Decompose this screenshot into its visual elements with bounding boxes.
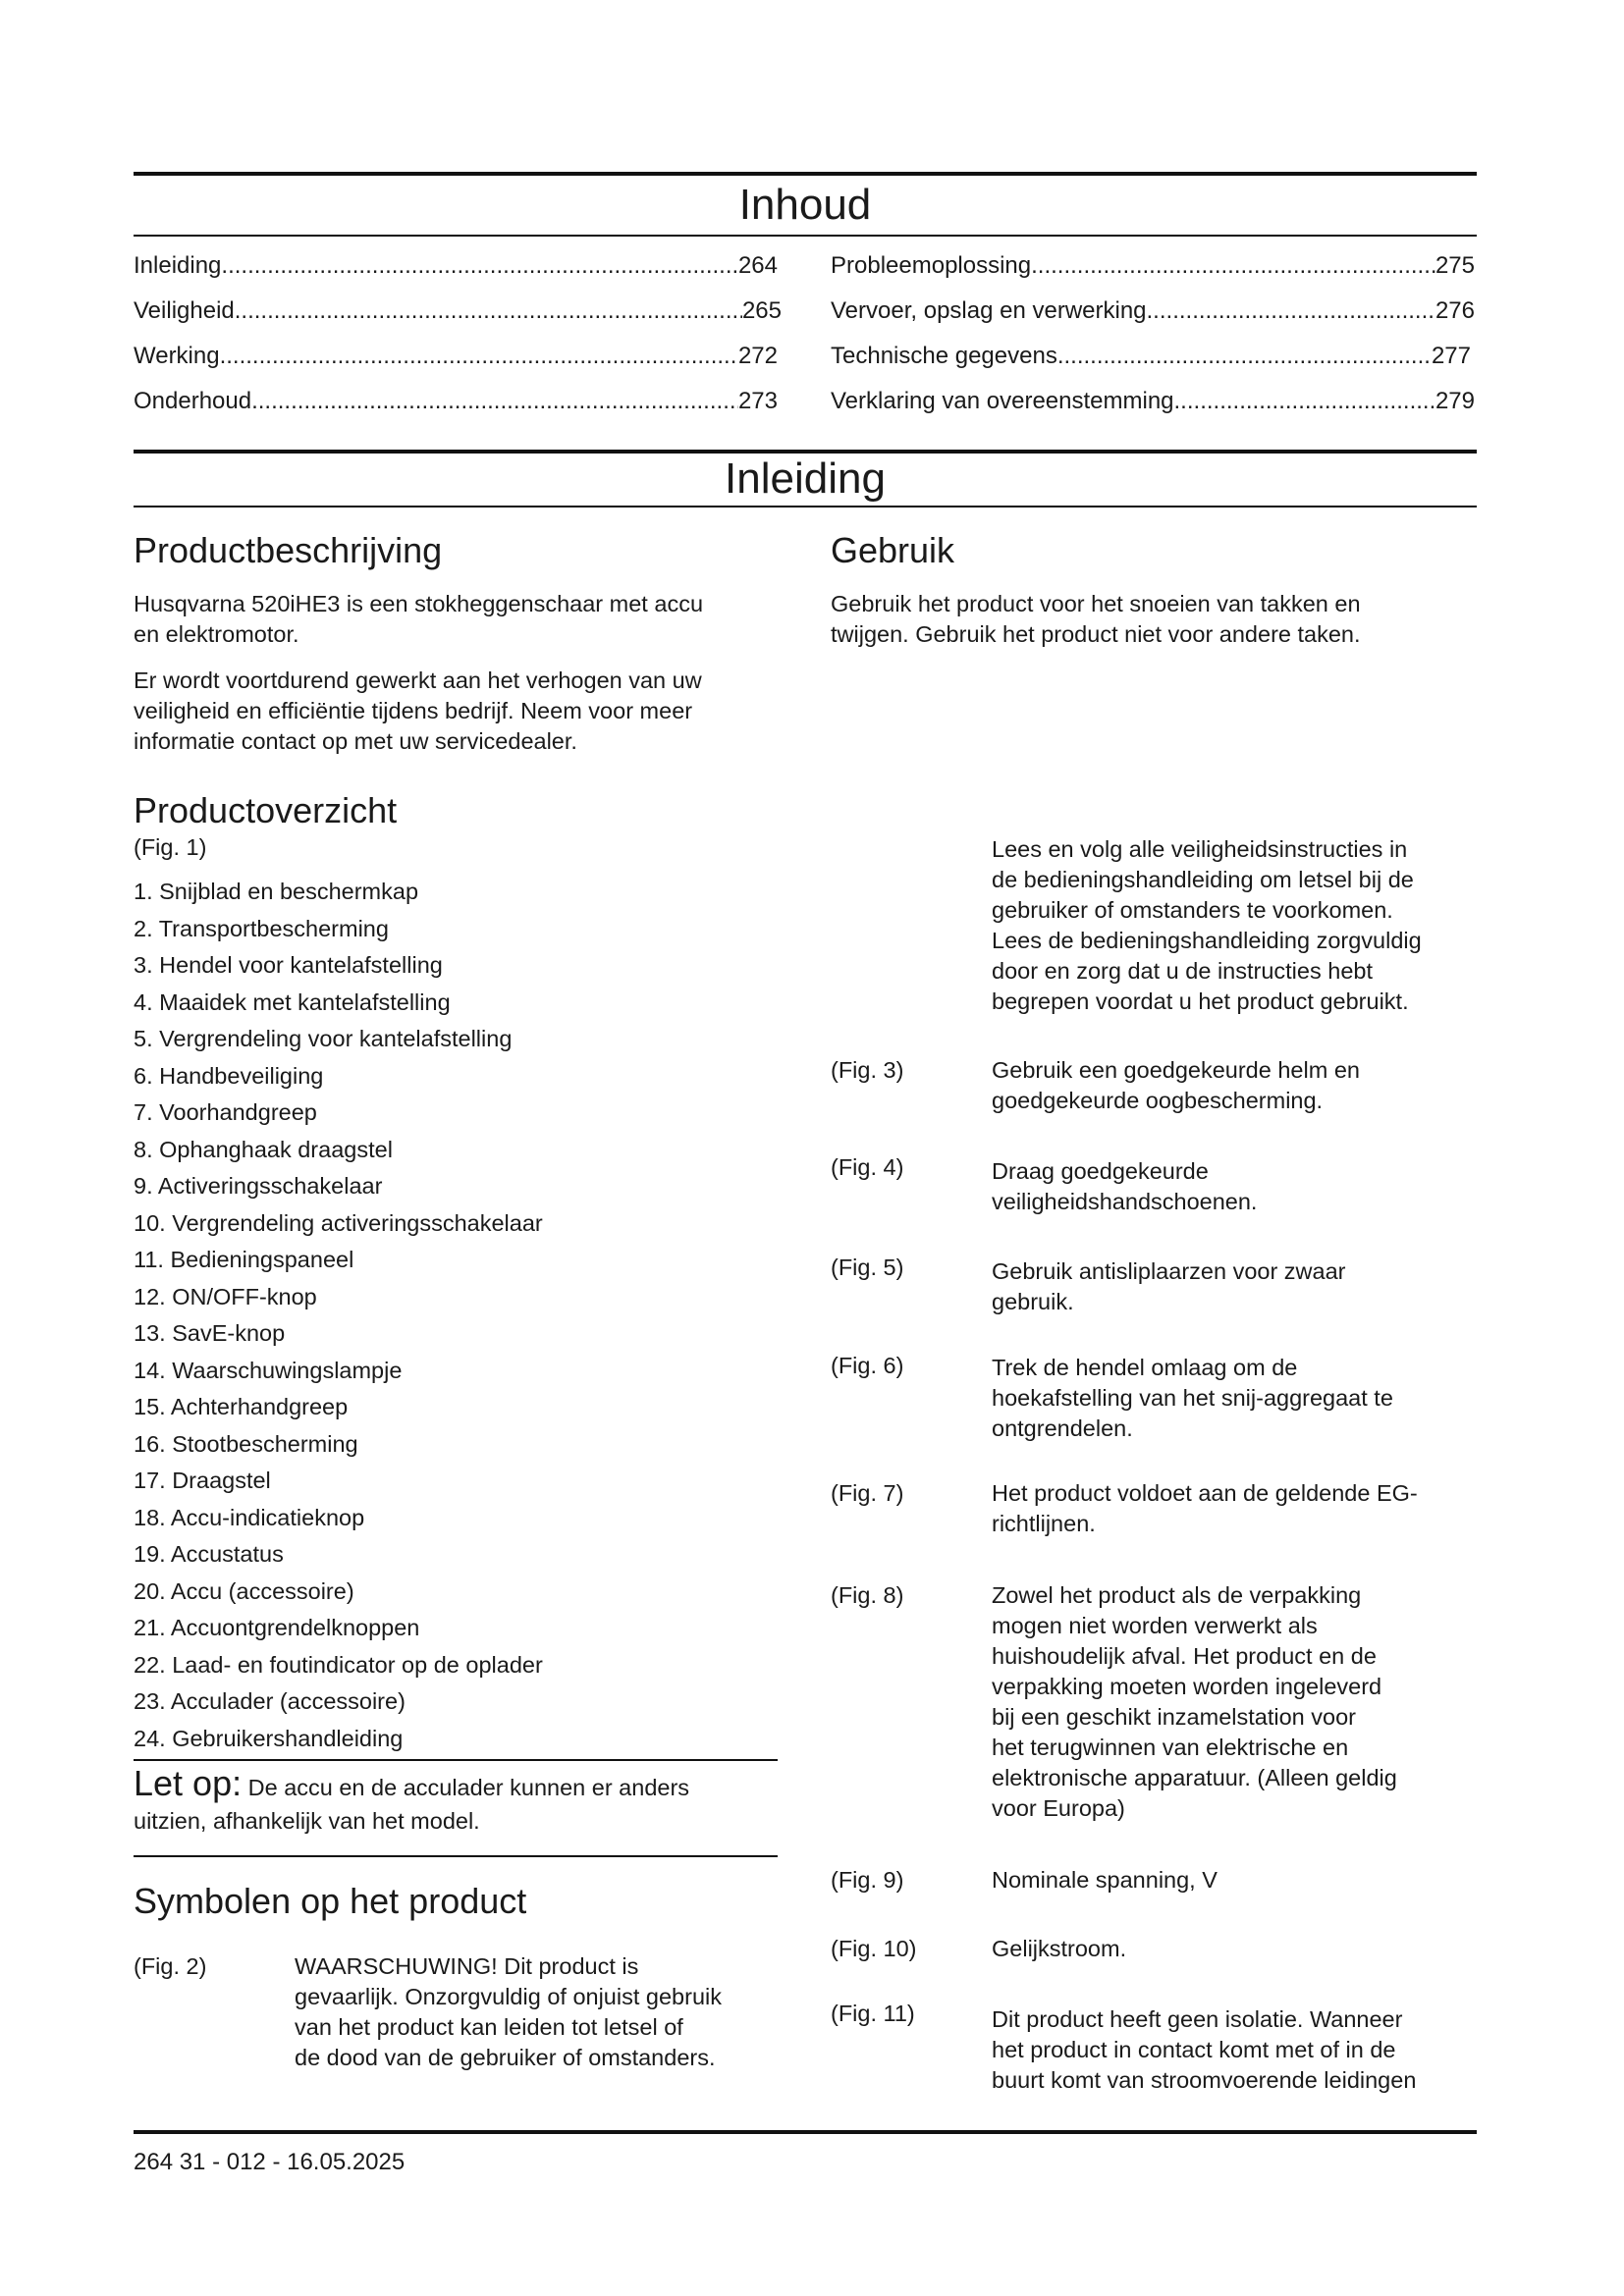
symbol-fig2 — [134, 1951, 782, 2079]
list-item: 18. Accu-indicatieknop — [134, 1504, 365, 1530]
toc-entry-probleemoplossing[interactable] — [831, 251, 1475, 281]
text-line: begrepen voordat u het product gebruikt. — [992, 988, 1409, 1014]
toc-entry-werking[interactable] — [134, 342, 778, 371]
list-item: 21. Accuontgrendelknoppen — [134, 1615, 420, 1640]
text-line: veiligheid en efficiëntie tijdens bedrijf. Neem voor meer — [134, 698, 693, 723]
note-text — [134, 1763, 778, 1838]
symbol-fig-label: (Fig. 6) — [831, 1353, 904, 1378]
toc-entry-technische-gegevens[interactable] — [831, 342, 1471, 371]
list-item: 1. Snijblad en beschermkap — [134, 879, 419, 904]
list-item: 7. Voorhandgreep — [134, 1099, 317, 1125]
toc-top-rule — [134, 172, 1477, 176]
symbol-description — [992, 2004, 1483, 2096]
symbol-fig4 — [831, 1152, 1479, 1221]
list-item: 16. Stootbescherming — [134, 1430, 358, 1457]
toc-entry-label: Technische gegevens — [831, 343, 1057, 369]
text-line: Gebruik antisliplaarzen voor zwaar — [992, 1258, 1346, 1284]
symbol-fig-label: (Fig. 10) — [831, 1936, 917, 1961]
symbol-description — [992, 1055, 1483, 1116]
note-label: Let op: — [134, 1763, 243, 1803]
list-item: 2. Transportbescherming — [134, 915, 389, 941]
symbol-fig10 — [831, 1934, 1479, 1969]
toc-entry-inleiding[interactable] — [134, 251, 778, 281]
symbol-description — [992, 1934, 1483, 1964]
toc-entry-onderhoud[interactable] — [134, 387, 778, 416]
text-line: door en zorg dat u de instructies hebt — [992, 958, 1373, 984]
symbol-fig-label: (Fig. 11) — [831, 2001, 915, 2026]
text-line: verpakking moeten worden ingeleverd — [992, 1674, 1382, 1699]
text-line: en elektromotor. — [134, 621, 299, 647]
toc-entry-page: 265 — [741, 297, 782, 324]
symbol-fig-label: (Fig. 7) — [831, 1480, 904, 1506]
toc-leader-dots — [235, 296, 742, 326]
list-item: 8. Ophanghaak draagstel — [134, 1136, 393, 1162]
text-line: buurt komt van stroomvoerende leidingen — [992, 2067, 1417, 2093]
text-line: Zowel het product als de verpakking — [992, 1582, 1362, 1608]
text-line: Lees en volg alle veiligheidsinstructies in — [992, 836, 1408, 862]
symbol-fig7 — [831, 1478, 1479, 1547]
text-line: Husqvarna 520iHE3 is een stokheggenschaar met accu — [134, 591, 704, 616]
text-line: Dit product heeft geen isolatie. Wanneer — [992, 2006, 1403, 2032]
list-item: 19. Accustatus — [134, 1541, 284, 1567]
symbol-fig-label: (Fig. 9) — [831, 1867, 904, 1893]
text-line: Lees de bedieningshandleiding zorgvuldig — [992, 928, 1422, 953]
symbol-description — [992, 1478, 1483, 1539]
symbol-description — [295, 1951, 785, 2073]
text-line: gebruik. — [992, 1289, 1074, 1314]
product-overview-fig: (Fig. 1) — [134, 834, 207, 860]
text-line: het product in contact komt met of in de — [992, 2037, 1396, 2062]
toc-entry-verklaring[interactable] — [831, 387, 1475, 416]
text-line: goedgekeurde oogbescherming. — [992, 1088, 1324, 1113]
text-line: Gebruik een goedgekeurde helm en — [992, 1057, 1360, 1083]
page-footer: 264 31 - 012 - 16.05.2025 — [134, 2149, 406, 2175]
toc-bottom-rule — [134, 235, 1477, 237]
text-line: richtlijnen. — [992, 1511, 1096, 1536]
list-item: 14. Waarschuwingslampje — [134, 1357, 403, 1383]
footer-rule — [134, 2130, 1477, 2134]
symbol-fig6 — [831, 1351, 1479, 1449]
product-description-heading: Productbeschrijving — [134, 530, 443, 570]
text-line: Nominale spanning, V — [992, 1867, 1218, 1893]
toc-entry-page: 276 — [1435, 297, 1475, 324]
note-line: De accu en de acculader kunnen er anders — [247, 1775, 690, 1800]
symbol-fig-label: (Fig. 2) — [134, 1953, 207, 1979]
text-line: twijgen. Gebruik het product niet voor andere taken. — [831, 621, 1361, 647]
text-line: Draag goedgekeurde — [992, 1158, 1209, 1184]
toc-entry-label: Werking — [134, 343, 220, 369]
usage-text — [831, 589, 1479, 650]
toc-leader-dots — [251, 387, 738, 416]
product-description-text — [134, 589, 782, 650]
text-line: Er wordt voortdurend gewerkt aan het verhogen van uw — [134, 667, 702, 693]
symbol-fig-label: (Fig. 3) — [831, 1057, 904, 1083]
symbol-description — [992, 1353, 1483, 1444]
symbol-fig9 — [831, 1865, 1479, 1900]
product-development-text — [134, 666, 782, 757]
symbol-read-manual — [831, 834, 1479, 1021]
symbol-fig-label: (Fig. 8) — [831, 1582, 904, 1608]
toc-leader-dots — [220, 342, 738, 371]
toc-title: Inhoud — [738, 181, 872, 229]
toc-leader-dots — [1057, 342, 1432, 371]
toc-entry-label: Vervoer, opslag en verwerking — [831, 297, 1147, 324]
list-item: 3. Hendel voor kantelafstelling — [134, 952, 443, 978]
toc-leader-dots — [1147, 296, 1435, 326]
toc-leader-dots — [221, 251, 738, 281]
text-line: voor Europa) — [992, 1795, 1125, 1821]
list-item: 23. Acculader (accessoire) — [134, 1688, 406, 1714]
text-line: het terugwinnen van elektrische en — [992, 1735, 1349, 1760]
toc-entry-page: 272 — [737, 343, 778, 369]
list-item: 13. SavE-knop — [134, 1320, 286, 1346]
toc-entry-page: 275 — [1435, 252, 1475, 279]
toc-leader-dots — [1174, 387, 1435, 416]
symbol-fig-label: (Fig. 5) — [831, 1255, 904, 1280]
symbol-fig5 — [831, 1253, 1479, 1321]
note-box — [134, 1763, 778, 1838]
list-item: 6. Handbeveiliging — [134, 1062, 324, 1089]
toc-entry-vervoer[interactable] — [831, 296, 1475, 326]
note-line: uitzien, afhankelijk van het model. — [134, 1808, 480, 1834]
text-line: ontgrendelen. — [992, 1415, 1133, 1441]
list-item: 24. Gebruikershandleiding — [134, 1725, 404, 1751]
list-item: 9. Activeringsschakelaar — [134, 1173, 383, 1199]
list-item: 20. Accu (accessoire) — [134, 1577, 354, 1604]
text-line: mogen niet worden verwerkt als — [992, 1613, 1318, 1638]
symbols-heading: Symbolen op het product — [134, 1881, 527, 1921]
intro-title: Inleiding — [725, 454, 886, 503]
note-bottom-rule — [134, 1855, 778, 1857]
symbol-description — [992, 1865, 1483, 1896]
list-item: 15. Achterhandgreep — [134, 1394, 349, 1419]
symbol-description — [992, 1256, 1483, 1317]
symbol-fig3 — [831, 1055, 1479, 1124]
product-overview-list — [134, 877, 782, 1760]
toc-entry-page: 264 — [737, 252, 778, 279]
toc-entry-page: 277 — [1431, 343, 1471, 369]
text-line: huishoudelijk afval. Het product en de — [992, 1643, 1377, 1669]
text-line: gebruiker of omstanders te voorkomen. — [992, 897, 1393, 923]
symbol-description — [992, 1156, 1483, 1217]
text-line: de bedieningshandleiding om letsel bij de — [992, 867, 1414, 892]
text-line: informatie contact op met uw servicedealer. — [134, 728, 577, 754]
symbol-description — [992, 1580, 1483, 1824]
text-line: Gebruik het product voor het snoeien van takken en — [831, 591, 1361, 616]
text-line: de dood van de gebruiker of omstanders. — [295, 2045, 716, 2070]
text-line: van het product kan leiden tot letsel of — [295, 2014, 683, 2040]
text-line: gevaarlijk. Onzorgvuldig of onjuist gebruik — [295, 1984, 722, 2009]
text-line: hoekafstelling van het snij-aggregaat te — [992, 1385, 1393, 1411]
list-item: 10. Vergrendeling activeringsschakelaar — [134, 1209, 543, 1236]
text-line: Gelijkstroom. — [992, 1936, 1127, 1961]
intro-bottom-rule — [134, 506, 1477, 507]
text-line: veiligheidshandschoenen. — [992, 1189, 1258, 1214]
toc-entry-label: Probleemoplossing — [831, 252, 1032, 279]
toc-leader-dots — [1031, 251, 1435, 281]
toc-entry-label: Onderhoud — [134, 388, 252, 414]
list-item: 12. ON/OFF-knop — [134, 1283, 317, 1309]
toc-entry-page: 273 — [737, 388, 778, 414]
list-item: 5. Vergrendeling voor kantelafstelling — [134, 1026, 513, 1051]
product-overview-heading: Productoverzicht — [134, 790, 398, 830]
symbol-fig8 — [831, 1580, 1479, 1836]
toc-entry-label: Veiligheid — [134, 297, 235, 324]
list-item: 17. Draagstel — [134, 1468, 271, 1493]
text-line: WAARSCHUWING! Dit product is — [295, 1953, 639, 1979]
symbol-fig11 — [831, 1999, 1479, 2097]
usage-heading: Gebruik — [831, 530, 955, 570]
text-line: elektronische apparatuur. (Alleen geldig — [992, 1765, 1397, 1790]
list-item: 4. Maaidek met kantelafstelling — [134, 988, 451, 1015]
symbol-fig-label: (Fig. 4) — [831, 1154, 904, 1180]
toc-entry-label: Inleiding — [134, 252, 222, 279]
list-item: 11. Bedieningspaneel — [134, 1247, 354, 1272]
intro-top-rule — [134, 450, 1477, 454]
toc-entry-label: Verklaring van overeenstemming — [831, 388, 1174, 414]
text-line: bij een geschikt inzamelstation voor — [992, 1704, 1356, 1730]
symbol-description — [992, 834, 1483, 1017]
toc-entry-page: 279 — [1435, 388, 1475, 414]
text-line: Het product voldoet aan de geldende EG- — [992, 1480, 1418, 1506]
note-top-rule — [134, 1759, 778, 1761]
list-item: 22. Laad- en foutindicator op de oplader — [134, 1651, 543, 1678]
text-line: Trek de hendel omlaag om de — [992, 1355, 1298, 1380]
toc-entry-veiligheid[interactable] — [134, 296, 782, 326]
